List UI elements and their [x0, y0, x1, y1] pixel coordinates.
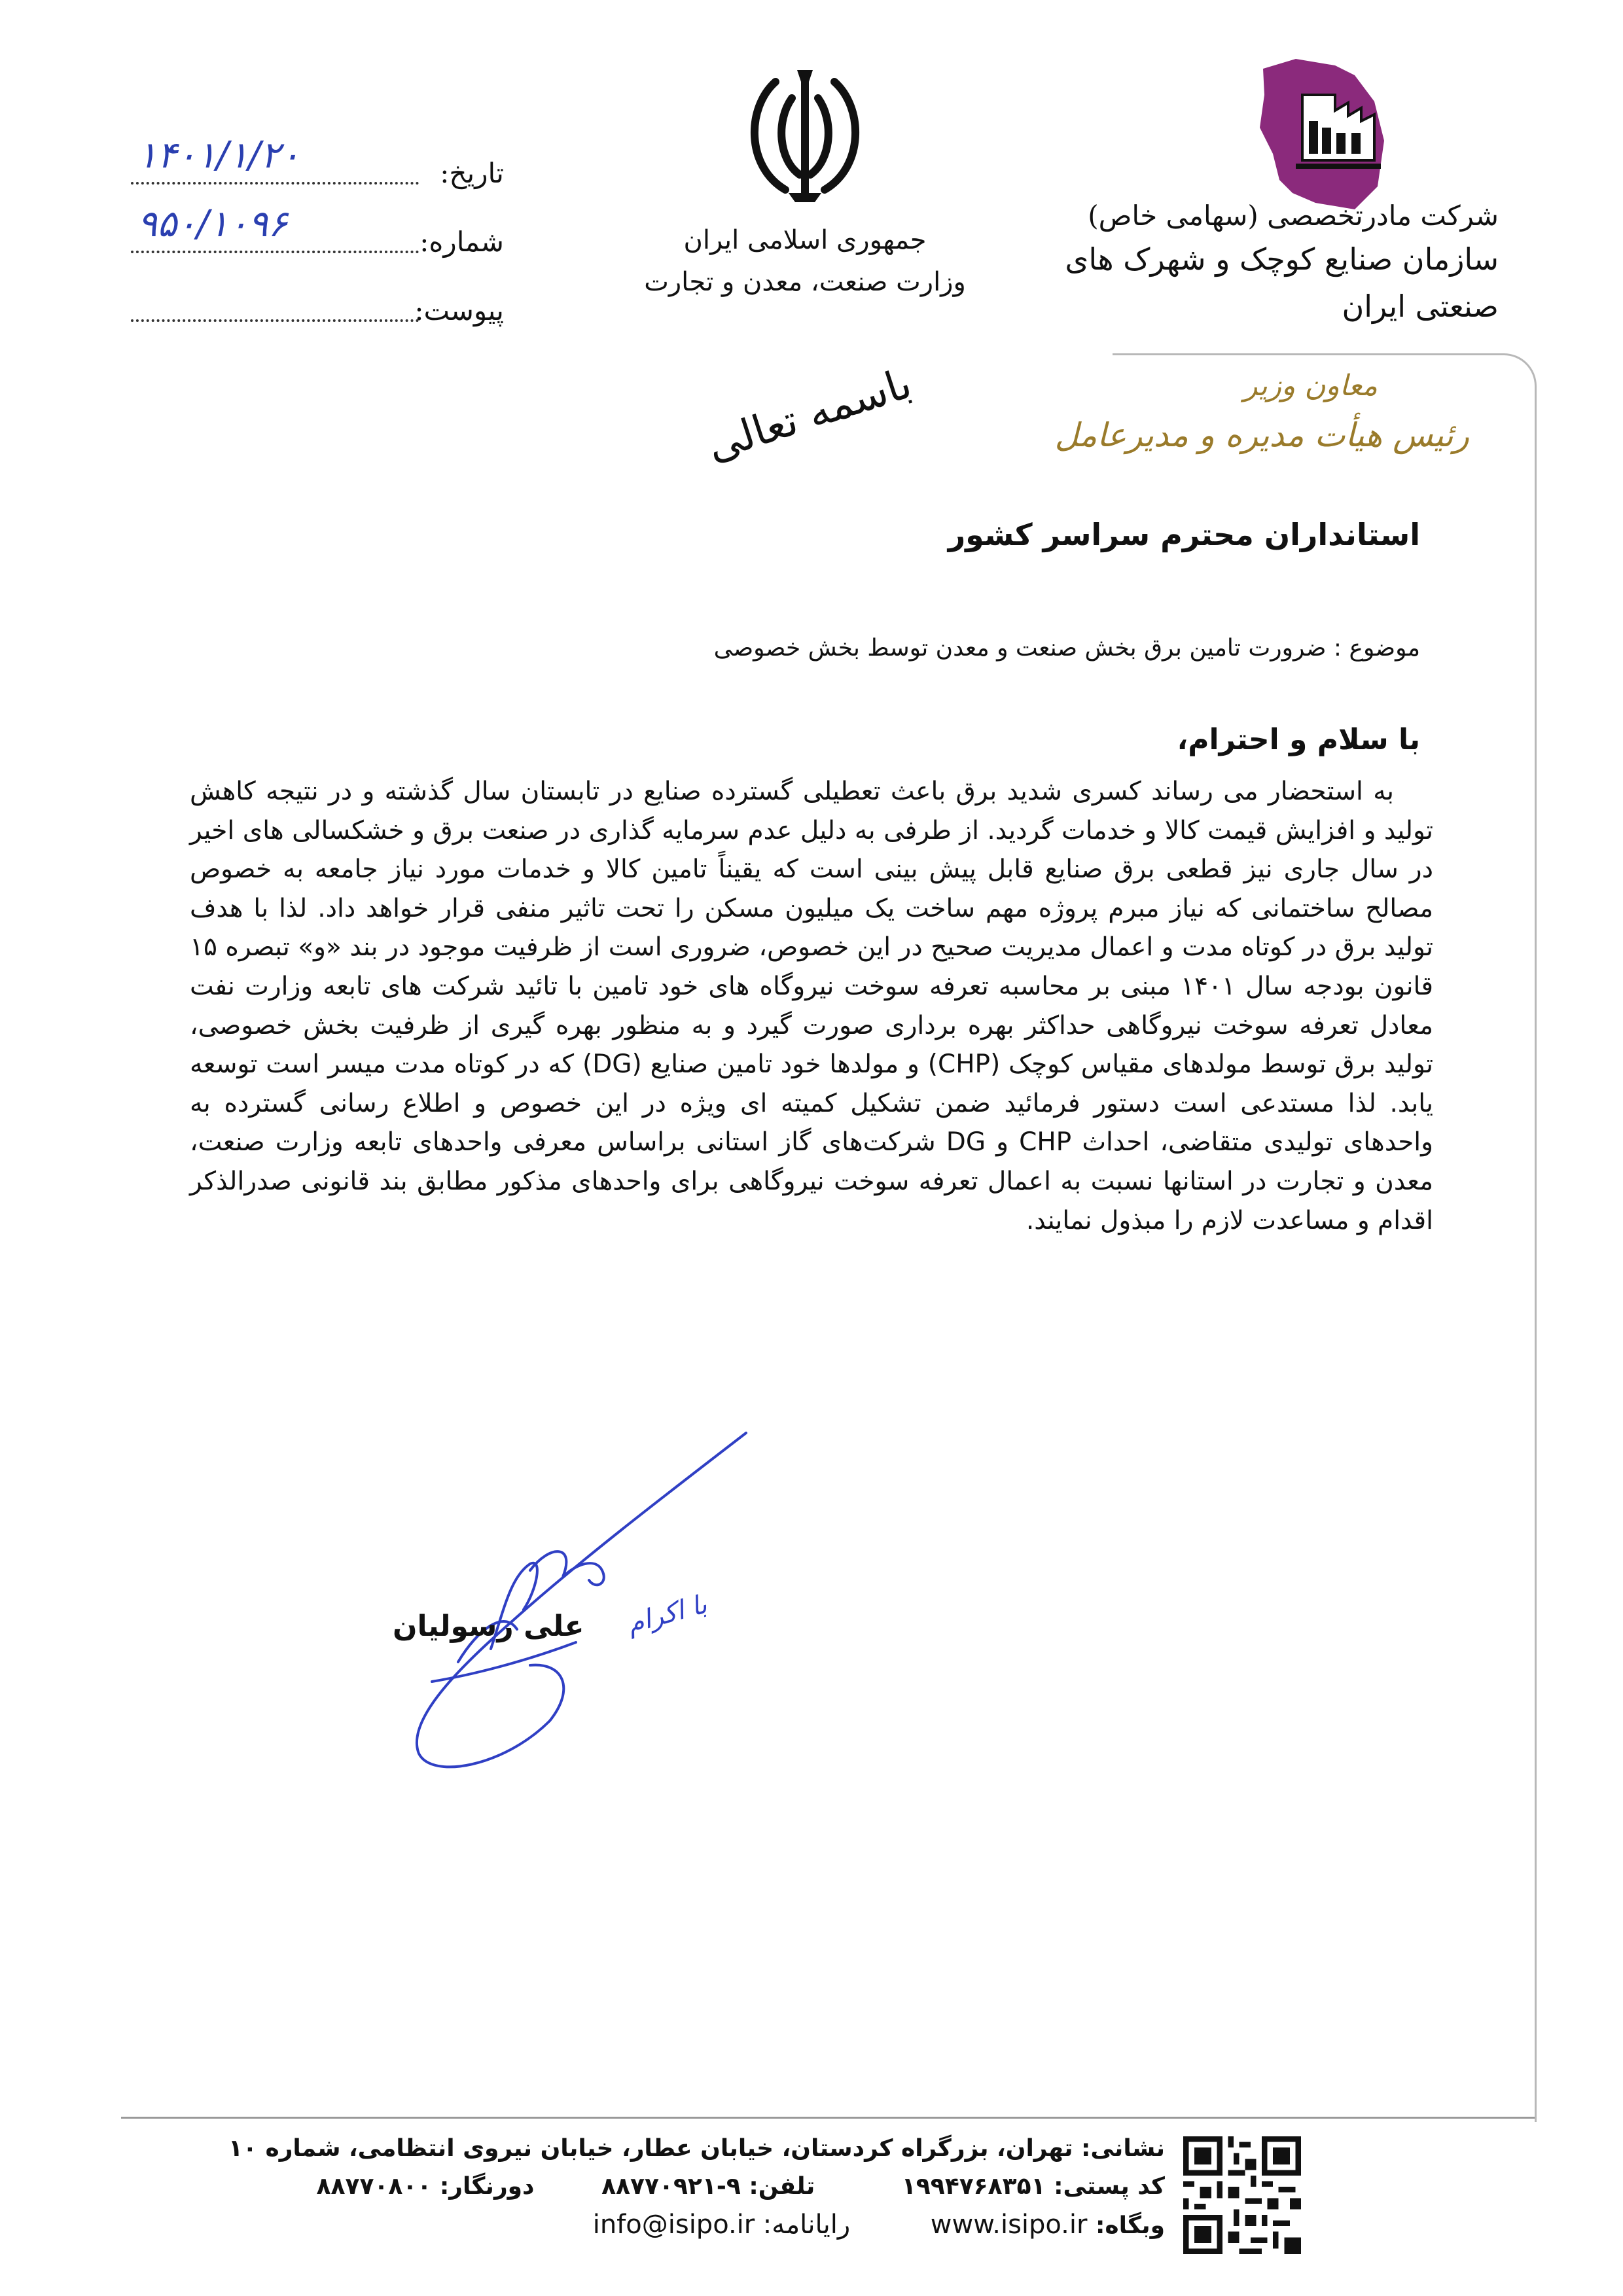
- org-line-1: شرکت مادرتخصصی (سهامی خاص): [1088, 200, 1499, 232]
- number-label: شماره:: [419, 226, 504, 258]
- footer-address-row: [183, 2130, 1165, 2168]
- date-value: ۱۴۰۱/۱/۲۰: [137, 134, 300, 177]
- footer-website-label: وبگاه:: [1096, 2212, 1165, 2239]
- footer-divider: [121, 2117, 1535, 2119]
- signatory-title-line-1: معاون وزیر: [1243, 369, 1378, 402]
- footer-contact: [183, 2130, 1165, 2244]
- letter-meta: [111, 134, 504, 357]
- footer-email-label: رایانامه:: [762, 2210, 851, 2240]
- recipient: استانداران محترم سراسر کشور: [948, 517, 1420, 552]
- signatory-title-line-2: رئیس هیأت مدیره و مدیرعامل: [1054, 416, 1469, 454]
- ministry-line-2: وزارت صنعت، معدن و تجارت: [644, 267, 966, 297]
- attachment-label: پیوست:: [414, 294, 504, 327]
- signer-name: علی رسولیان: [393, 1610, 584, 1643]
- footer-web-row: [183, 2206, 1165, 2244]
- national-emblem-icon: [740, 62, 870, 206]
- footer-address: نشانی: تهران، بزرگراه کردستان، خیابان عطار، خیابان نیروی انتظامی، شماره ۱۰: [228, 2135, 1165, 2162]
- footer-email[interactable]: info@isipo.ir: [592, 2210, 755, 2240]
- attachment-row: [111, 288, 504, 357]
- date-label: تاریخ:: [440, 157, 504, 189]
- basmala-calligraphy: [701, 357, 918, 471]
- qr-code-icon[interactable]: [1183, 2136, 1301, 2254]
- letter-body: [190, 772, 1433, 1240]
- ministry-name: [641, 219, 969, 303]
- org-line-2: سازمان صنایع کوچک و شهرک های صنعتی ایران: [1065, 241, 1499, 324]
- handwritten-initial: [625, 1577, 710, 1649]
- footer-fax: دورنگار: ۸۸۷۷۰۸۰۰: [316, 2173, 535, 2200]
- organization-name: [1041, 196, 1499, 330]
- footer-postal-code: کد پستی: ۱۹۹۴۷۶۸۳۵۱: [901, 2173, 1165, 2200]
- letter-body-paragraph: به استحضار می رساند کسری شدید برق باعث تعطیلی گسترده صنایع در تابستان سال گذشته و در نتیجه کاهش تولید و افزایش قیمت کالا و خدمات گردید. از طرفی به دلیل عدم سرمایه گذاری در صنعت برق و خشکسالی های اخیر در سال جاری نیز قطعی برق صنایع قابل پیش بینی است که یقیناً تامین کالا و خدمات مورد نیاز جامعه به خصوص مصالح ساختمانی که نیاز مبرم پروژه مهم ساخت یک میلیون مسکن را تحت تاثیر منفی قرار خواهد داد. لذا با هدف تولید برق در کوتاه مدت و اعمال مدیریت صحیح در این خصوص، ضروری است از ظرفیت موجود در بند «و» تبصره ۱۵ قانون بودجه سال ۱۴۰۱ مبنی بر محاسبه تعرفه سوخت نیروگاه های خود تامین با تائید شرکت های تابعه وزارت نفت معادل تعرفه سوخت نیروگاهی حداکثر بهره برداری صورت گیرد و به منظور بهره گیری از ظرفیت بخش خصوصی، تولید برق توسط مولدهای مقیاس کوچک (CHP) و مولدها خود تامین صنایع (DG) که در کوتاه مدت میسر است توسعه یابد. لذا مستدعی است دستور فرمائید ضمن تشکیل کمیته ای ویژه در این خصوص و اطلاع رسانی گسترده به واحدهای تولیدی متقاضی، احداث CHP و DG شرکت‌های گاز استانی براساس معرفی واحدهای تابعه وزارت صنعت، معدن و تجارت در استانها نسبت به اعمال تعرفه سوخت نیروگاهی برای واحدهای مذکور مطابق بند قانونی صدرالذکر اقدام و مساعدت لازم را مبذول نمایند.: [190, 777, 1434, 1235]
- footer-website[interactable]: www.isipo.ir: [930, 2210, 1088, 2240]
- footer-numbers-row: [183, 2168, 1165, 2206]
- attachment-dotted-line: [131, 319, 419, 322]
- subject: موضوع : ضرورت تامین برق بخش صنعت و معدن توسط بخش خصوصی: [713, 635, 1420, 662]
- signatory-title: [1011, 363, 1469, 461]
- isipo-logo-icon: [1257, 56, 1387, 213]
- ministry-line-1: جمهوری اسلامی ایران: [683, 225, 927, 255]
- initial-text: با اکرام: [624, 1589, 711, 1640]
- footer-phone: تلفن: ۹-۸۸۷۷۰۹۲۱: [601, 2173, 815, 2200]
- date-dotted-line: [131, 182, 419, 185]
- greeting: با سلام و احترام،: [1177, 723, 1420, 756]
- number-row: [111, 203, 504, 288]
- basmala-text: باسمه تعالی: [701, 359, 918, 471]
- number-dotted-line: [131, 251, 419, 253]
- number-value: ۹۵۰/۱۰۹۶: [137, 203, 288, 245]
